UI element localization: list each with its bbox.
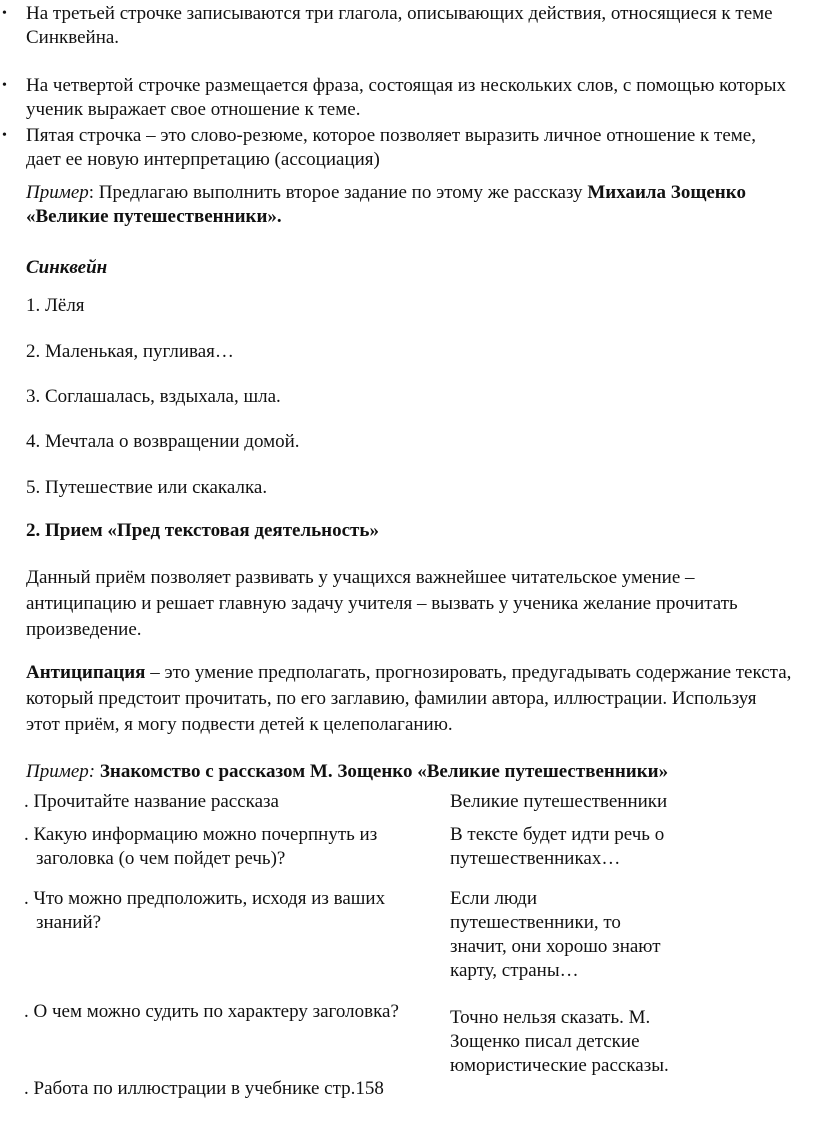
bullet-text: Пятая строчка – это слово-резюме, которое позволяет выразить личное отношение к теме, дает ее новую интерпретацию (ассоциация) — [26, 125, 756, 170]
question-line: знаний? — [36, 912, 102, 933]
example-paragraph — [26, 181, 766, 229]
table-answer — [450, 823, 700, 871]
question-line: . О чем можно судить по характеру заголовка? — [24, 1001, 399, 1022]
answer-line: путешественниках… — [450, 848, 621, 869]
sinkvein-line: 3. Соглашалась, вздыхала, шла. — [26, 386, 281, 407]
table-question — [24, 790, 434, 814]
answer-line: юмористические рассказы. — [450, 1055, 669, 1076]
section-paragraph: Данный приём позволяет развивать у учащихся важнейшее читательское умение – антиципацию и решает главную задачу учителя – вызвать у ученика желание прочитать произведение. — [26, 567, 738, 640]
example2-line — [26, 760, 796, 784]
answer-line: Великие путешественники — [450, 791, 668, 812]
example-label: Пример — [26, 182, 89, 203]
bullet-dot-icon: • — [2, 6, 7, 21]
table-answer — [450, 887, 700, 983]
example-story-title: Михаила Зощенко «Великие путешественники». — [26, 182, 746, 227]
sinkvein-line: 1. Лёля — [26, 295, 85, 316]
bullet-dot-icon: • — [2, 78, 7, 93]
question-line: . Что можно предположить, исходя из ваших — [24, 888, 386, 909]
anticipation-definition: – это умение предполагать, прогнозировать, предугадывать содержание текста, который предстоит прочитать, по его заглавию, фамилии автора, иллюстрации. Используя этот приём, я могу подвести детей к целеполаганию. — [26, 662, 792, 735]
question-line: заголовка (о чем пойдет речь)? — [36, 848, 286, 869]
anticipation-term: Антиципация — [26, 662, 146, 683]
table-answer — [450, 790, 700, 814]
table-answer — [450, 1006, 700, 1078]
sinkvein-line: 4. Мечтала о возвращении домой. — [26, 431, 300, 452]
section-heading: 2. Прием «Пред текстовая деятельность» — [26, 520, 379, 541]
bullet-item — [0, 124, 790, 172]
answer-line: В тексте будет идти речь о — [450, 824, 665, 845]
answer-line: путешественники, то — [450, 912, 621, 933]
bullet-item — [0, 2, 790, 50]
example2-title: Знакомство с рассказом М. Зощенко «Великие путешественники» — [95, 761, 669, 782]
question-line: . Работа по иллюстрации в учебнике стр.158 — [24, 1078, 384, 1099]
answer-line: значит, они хорошо знают — [450, 936, 661, 957]
answer-line: Если люди — [450, 888, 537, 909]
example2-label: Пример: — [26, 761, 96, 782]
question-line: . Прочитайте название рассказа — [24, 791, 279, 812]
answer-line: Зощенко писал детские — [450, 1031, 640, 1052]
sinkvein-line: 5. Путешествие или скакалка. — [26, 477, 268, 498]
bullet-dot-icon: • — [2, 128, 7, 143]
example-text: : Предлагаю выполнить второе задание по этому же рассказу — [88, 182, 588, 203]
answer-line: карту, страны… — [450, 960, 579, 981]
answer-line: Точно нельзя сказать. М. — [450, 1007, 651, 1028]
anticipation-paragraph — [26, 660, 794, 738]
table-question — [24, 1077, 434, 1101]
sinkvein-line: 2. Маленькая, пугливая… — [26, 341, 234, 362]
table-question — [24, 823, 434, 871]
table-question — [24, 887, 434, 935]
bullet-item — [0, 74, 790, 122]
bullet-list — [0, 2, 790, 172]
bullet-text: На четвертой строчке размещается фраза, состоящая из нескольких слов, с помощью которых ученик выражает свое отношение к теме. — [26, 75, 786, 120]
sinkvein-title: Синквейн — [26, 257, 108, 278]
table-question — [24, 1000, 444, 1024]
bullet-text: На третьей строчке записываются три глагола, описывающих действия, относящиеся к теме Синквейна. — [26, 3, 773, 48]
question-line: . Какую информацию можно почерпнуть из — [24, 824, 378, 845]
